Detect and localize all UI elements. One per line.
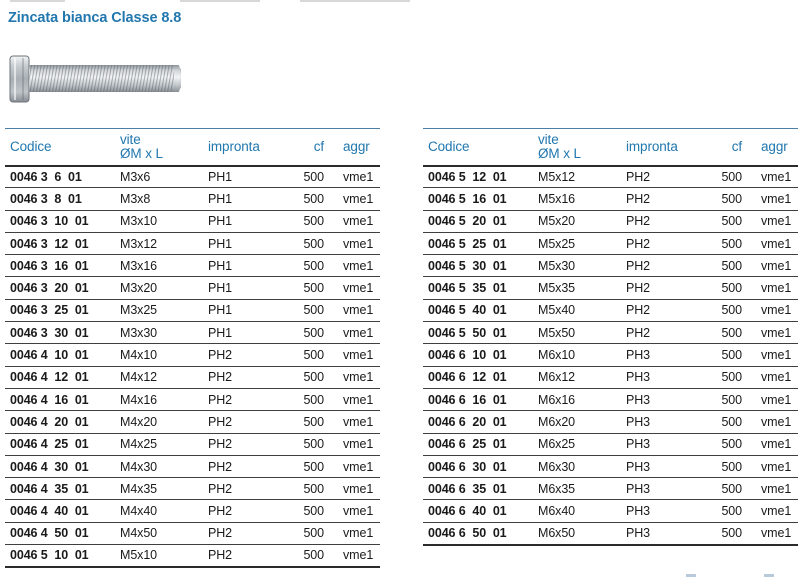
codice-cell: 0046 6 10 01 xyxy=(423,344,533,366)
aggr-cell: vme1 xyxy=(748,299,798,321)
table-row xyxy=(423,232,798,254)
vite-cell: M6x16 xyxy=(533,388,621,410)
cf-cell: 500 xyxy=(295,322,330,344)
table-row xyxy=(423,411,798,433)
vite-cell: M3x12 xyxy=(115,232,203,254)
cf-cell: 500 xyxy=(713,411,748,433)
cf-cell: 500 xyxy=(713,210,748,232)
impronta-cell: PH2 xyxy=(203,344,295,366)
column-header-aggr: aggr xyxy=(330,129,380,166)
codice-cell: 0046 6 20 01 xyxy=(423,411,533,433)
cf-cell: 500 xyxy=(295,255,330,277)
cf-cell: 500 xyxy=(295,366,330,388)
scan-artifact-top-2 xyxy=(180,0,260,2)
aggr-cell: vme1 xyxy=(748,433,798,455)
table-row xyxy=(5,188,380,210)
impronta-cell: PH1 xyxy=(203,166,295,188)
cf-cell: 500 xyxy=(295,433,330,455)
vite-cell: M6x50 xyxy=(533,522,621,544)
column-header-cf: cf xyxy=(713,129,748,166)
impronta-cell: PH3 xyxy=(621,433,713,455)
cf-cell: 500 xyxy=(295,545,330,567)
codice-cell: 0046 6 12 01 xyxy=(423,366,533,388)
codice-cell: 0046 4 16 01 xyxy=(5,388,115,410)
impronta-cell: PH2 xyxy=(621,322,713,344)
cf-cell: 500 xyxy=(295,232,330,254)
vite-cell: M6x40 xyxy=(533,500,621,522)
vite-cell: M5x16 xyxy=(533,188,621,210)
impronta-cell: PH2 xyxy=(621,299,713,321)
column-header-vite-line1: vite xyxy=(538,131,559,147)
cf-cell: 500 xyxy=(295,478,330,500)
table-row xyxy=(423,322,798,344)
vite-cell: M5x50 xyxy=(533,322,621,344)
scan-artifact-bottom-1 xyxy=(686,574,696,577)
cf-cell: 500 xyxy=(713,277,748,299)
aggr-cell: vme1 xyxy=(748,522,798,544)
cf-cell: 500 xyxy=(295,299,330,321)
vite-cell: M3x25 xyxy=(115,299,203,321)
cf-cell: 500 xyxy=(295,388,330,410)
impronta-cell: PH2 xyxy=(621,188,713,210)
table-row xyxy=(423,455,798,477)
vite-cell: M6x25 xyxy=(533,433,621,455)
impronta-cell: PH3 xyxy=(621,522,713,544)
codice-cell: 0046 4 10 01 xyxy=(5,344,115,366)
vite-cell: M5x20 xyxy=(533,210,621,232)
codice-cell: 0046 4 20 01 xyxy=(5,411,115,433)
impronta-cell: PH3 xyxy=(621,388,713,410)
table-row xyxy=(423,188,798,210)
impronta-cell: PH2 xyxy=(621,277,713,299)
table-row xyxy=(5,478,380,500)
cf-cell: 500 xyxy=(295,188,330,210)
impronta-cell: PH2 xyxy=(203,522,295,544)
vite-cell: M4x12 xyxy=(115,366,203,388)
impronta-cell: PH1 xyxy=(203,322,295,344)
vite-cell: M6x30 xyxy=(533,455,621,477)
table-row xyxy=(5,299,380,321)
cf-cell: 500 xyxy=(295,455,330,477)
vite-cell: M5x35 xyxy=(533,277,621,299)
table-row xyxy=(5,166,380,188)
table-row xyxy=(5,433,380,455)
impronta-cell: PH2 xyxy=(203,478,295,500)
vite-cell: M4x10 xyxy=(115,344,203,366)
codice-cell: 0046 6 16 01 xyxy=(423,388,533,410)
vite-cell: M6x10 xyxy=(533,344,621,366)
column-header-vite-line2: ØM x L xyxy=(538,145,581,161)
codice-cell: 0046 3 10 01 xyxy=(5,210,115,232)
cf-cell: 500 xyxy=(713,455,748,477)
codice-cell: 0046 5 16 01 xyxy=(423,188,533,210)
table-row xyxy=(423,366,798,388)
impronta-cell: PH2 xyxy=(621,255,713,277)
cf-cell: 500 xyxy=(713,433,748,455)
table-row xyxy=(5,232,380,254)
vite-cell: M3x6 xyxy=(115,166,203,188)
codice-cell: 0046 6 30 01 xyxy=(423,455,533,477)
vite-cell: M4x40 xyxy=(115,500,203,522)
table-row xyxy=(5,210,380,232)
table-row xyxy=(423,166,798,188)
aggr-cell: vme1 xyxy=(330,388,380,410)
cf-cell: 500 xyxy=(713,322,748,344)
table-row xyxy=(423,344,798,366)
table-header-row xyxy=(423,129,798,166)
aggr-cell: vme1 xyxy=(330,344,380,366)
aggr-cell: vme1 xyxy=(748,388,798,410)
aggr-cell: vme1 xyxy=(748,344,798,366)
aggr-cell: vme1 xyxy=(330,455,380,477)
aggr-cell: vme1 xyxy=(748,411,798,433)
aggr-cell: vme1 xyxy=(330,366,380,388)
aggr-cell: vme1 xyxy=(748,210,798,232)
codice-cell: 0046 6 50 01 xyxy=(423,522,533,544)
impronta-cell: PH1 xyxy=(203,299,295,321)
table-row xyxy=(5,277,380,299)
vite-cell: M4x30 xyxy=(115,455,203,477)
cf-cell: 500 xyxy=(295,500,330,522)
vite-cell: M5x10 xyxy=(115,545,203,567)
codice-cell: 0046 3 8 01 xyxy=(5,188,115,210)
aggr-cell: vme1 xyxy=(748,277,798,299)
page-title: Zincata bianca Classe 8.8 xyxy=(8,10,182,26)
table-row xyxy=(423,522,798,544)
table-row xyxy=(5,545,380,567)
codice-cell: 0046 5 30 01 xyxy=(423,255,533,277)
codice-cell: 0046 3 30 01 xyxy=(5,322,115,344)
codice-cell: 0046 6 25 01 xyxy=(423,433,533,455)
cf-cell: 500 xyxy=(295,277,330,299)
vite-cell: M3x20 xyxy=(115,277,203,299)
column-header-vite-line1: vite xyxy=(120,131,141,147)
column-header-vite xyxy=(533,129,621,166)
spec-table-right xyxy=(423,128,798,546)
codice-cell: 0046 3 6 01 xyxy=(5,166,115,188)
codice-cell: 0046 3 12 01 xyxy=(5,232,115,254)
column-header-codice: Codice xyxy=(5,129,115,166)
column-header-codice: Codice xyxy=(423,129,533,166)
table-row xyxy=(5,255,380,277)
aggr-cell: vme1 xyxy=(330,522,380,544)
codice-cell: 0046 4 12 01 xyxy=(5,366,115,388)
impronta-cell: PH2 xyxy=(203,411,295,433)
impronta-cell: PH3 xyxy=(621,411,713,433)
cf-cell: 500 xyxy=(713,388,748,410)
impronta-cell: PH2 xyxy=(203,366,295,388)
aggr-cell: vme1 xyxy=(330,500,380,522)
aggr-cell: vme1 xyxy=(330,478,380,500)
vite-cell: M4x50 xyxy=(115,522,203,544)
cf-cell: 500 xyxy=(713,500,748,522)
impronta-cell: PH3 xyxy=(621,344,713,366)
table-row xyxy=(423,210,798,232)
codice-cell: 0046 5 12 01 xyxy=(423,166,533,188)
aggr-cell: vme1 xyxy=(748,188,798,210)
table-row xyxy=(5,522,380,544)
cf-cell: 500 xyxy=(713,344,748,366)
impronta-cell: PH1 xyxy=(203,210,295,232)
cf-cell: 500 xyxy=(713,166,748,188)
vite-cell: M3x30 xyxy=(115,322,203,344)
vite-cell: M5x12 xyxy=(533,166,621,188)
vite-cell: M4x25 xyxy=(115,433,203,455)
vite-cell: M6x20 xyxy=(533,411,621,433)
aggr-cell: vme1 xyxy=(748,255,798,277)
spec-table-left xyxy=(5,128,380,568)
aggr-cell: vme1 xyxy=(748,322,798,344)
aggr-cell: vme1 xyxy=(330,433,380,455)
vite-cell: M3x8 xyxy=(115,188,203,210)
aggr-cell: vme1 xyxy=(748,166,798,188)
codice-cell: 0046 4 50 01 xyxy=(5,522,115,544)
aggr-cell: vme1 xyxy=(748,500,798,522)
vite-cell: M5x25 xyxy=(533,232,621,254)
aggr-cell: vme1 xyxy=(330,545,380,567)
impronta-cell: PH2 xyxy=(203,500,295,522)
table-row xyxy=(5,500,380,522)
cf-cell: 500 xyxy=(713,188,748,210)
aggr-cell: vme1 xyxy=(330,188,380,210)
aggr-cell: vme1 xyxy=(748,455,798,477)
vite-cell: M5x40 xyxy=(533,299,621,321)
codice-cell: 0046 5 20 01 xyxy=(423,210,533,232)
cf-cell: 500 xyxy=(713,522,748,544)
aggr-cell: vme1 xyxy=(330,232,380,254)
column-header-vite-line2: ØM x L xyxy=(120,145,163,161)
table-row xyxy=(5,455,380,477)
aggr-cell: vme1 xyxy=(748,366,798,388)
table-row xyxy=(423,388,798,410)
cf-cell: 500 xyxy=(295,411,330,433)
codice-cell: 0046 5 50 01 xyxy=(423,322,533,344)
aggr-cell: vme1 xyxy=(330,210,380,232)
impronta-cell: PH2 xyxy=(621,166,713,188)
cf-cell: 500 xyxy=(295,522,330,544)
impronta-cell: PH2 xyxy=(203,455,295,477)
codice-cell: 0046 5 35 01 xyxy=(423,277,533,299)
aggr-cell: vme1 xyxy=(748,478,798,500)
aggr-cell: vme1 xyxy=(330,299,380,321)
table-header-row xyxy=(5,129,380,166)
table-row xyxy=(423,478,798,500)
column-header-vite xyxy=(115,129,203,166)
impronta-cell: PH1 xyxy=(203,255,295,277)
codice-cell: 0046 3 20 01 xyxy=(5,277,115,299)
impronta-cell: PH1 xyxy=(203,277,295,299)
impronta-cell: PH1 xyxy=(203,232,295,254)
codice-cell: 0046 6 40 01 xyxy=(423,500,533,522)
scan-artifact-top-3 xyxy=(300,0,410,2)
codice-cell: 0046 4 35 01 xyxy=(5,478,115,500)
column-header-aggr: aggr xyxy=(748,129,798,166)
table-row xyxy=(423,500,798,522)
vite-cell: M3x16 xyxy=(115,255,203,277)
codice-cell: 0046 5 25 01 xyxy=(423,232,533,254)
codice-cell: 0046 6 35 01 xyxy=(423,478,533,500)
vite-cell: M4x16 xyxy=(115,388,203,410)
scan-artifact-bottom-2 xyxy=(764,574,774,577)
codice-cell: 0046 5 10 01 xyxy=(5,545,115,567)
impronta-cell: PH3 xyxy=(621,478,713,500)
scan-artifact-top-1 xyxy=(10,0,65,2)
codice-cell: 0046 4 25 01 xyxy=(5,433,115,455)
vite-cell: M4x35 xyxy=(115,478,203,500)
table-row xyxy=(423,277,798,299)
vite-cell: M3x10 xyxy=(115,210,203,232)
aggr-cell: vme1 xyxy=(330,255,380,277)
cf-cell: 500 xyxy=(713,299,748,321)
cf-cell: 500 xyxy=(295,210,330,232)
impronta-cell: PH2 xyxy=(203,545,295,567)
aggr-cell: vme1 xyxy=(748,232,798,254)
hex-bolt-photo xyxy=(8,48,188,106)
table-row xyxy=(5,388,380,410)
impronta-cell: PH2 xyxy=(621,232,713,254)
aggr-cell: vme1 xyxy=(330,411,380,433)
aggr-cell: vme1 xyxy=(330,322,380,344)
table-row xyxy=(5,344,380,366)
impronta-cell: PH3 xyxy=(621,455,713,477)
impronta-cell: PH3 xyxy=(621,500,713,522)
table-row xyxy=(423,433,798,455)
vite-cell: M5x30 xyxy=(533,255,621,277)
codice-cell: 0046 3 25 01 xyxy=(5,299,115,321)
column-header-impronta: impronta xyxy=(203,129,295,166)
vite-cell: M6x35 xyxy=(533,478,621,500)
impronta-cell: PH2 xyxy=(203,388,295,410)
impronta-cell: PH2 xyxy=(203,433,295,455)
column-header-impronta: impronta xyxy=(621,129,713,166)
table-row xyxy=(5,322,380,344)
cf-cell: 500 xyxy=(295,166,330,188)
aggr-cell: vme1 xyxy=(330,166,380,188)
cf-cell: 500 xyxy=(713,255,748,277)
cf-cell: 500 xyxy=(713,232,748,254)
vite-cell: M6x12 xyxy=(533,366,621,388)
vite-cell: M4x20 xyxy=(115,411,203,433)
codice-cell: 0046 4 40 01 xyxy=(5,500,115,522)
table-row xyxy=(423,255,798,277)
aggr-cell: vme1 xyxy=(330,277,380,299)
codice-cell: 0046 3 16 01 xyxy=(5,255,115,277)
impronta-cell: PH2 xyxy=(621,210,713,232)
table-row xyxy=(5,411,380,433)
cf-cell: 500 xyxy=(295,344,330,366)
impronta-cell: PH3 xyxy=(621,366,713,388)
cf-cell: 500 xyxy=(713,366,748,388)
codice-cell: 0046 5 40 01 xyxy=(423,299,533,321)
codice-cell: 0046 4 30 01 xyxy=(5,455,115,477)
cf-cell: 500 xyxy=(713,478,748,500)
table-row xyxy=(423,299,798,321)
impronta-cell: PH1 xyxy=(203,188,295,210)
table-row xyxy=(5,366,380,388)
column-header-cf: cf xyxy=(295,129,330,166)
